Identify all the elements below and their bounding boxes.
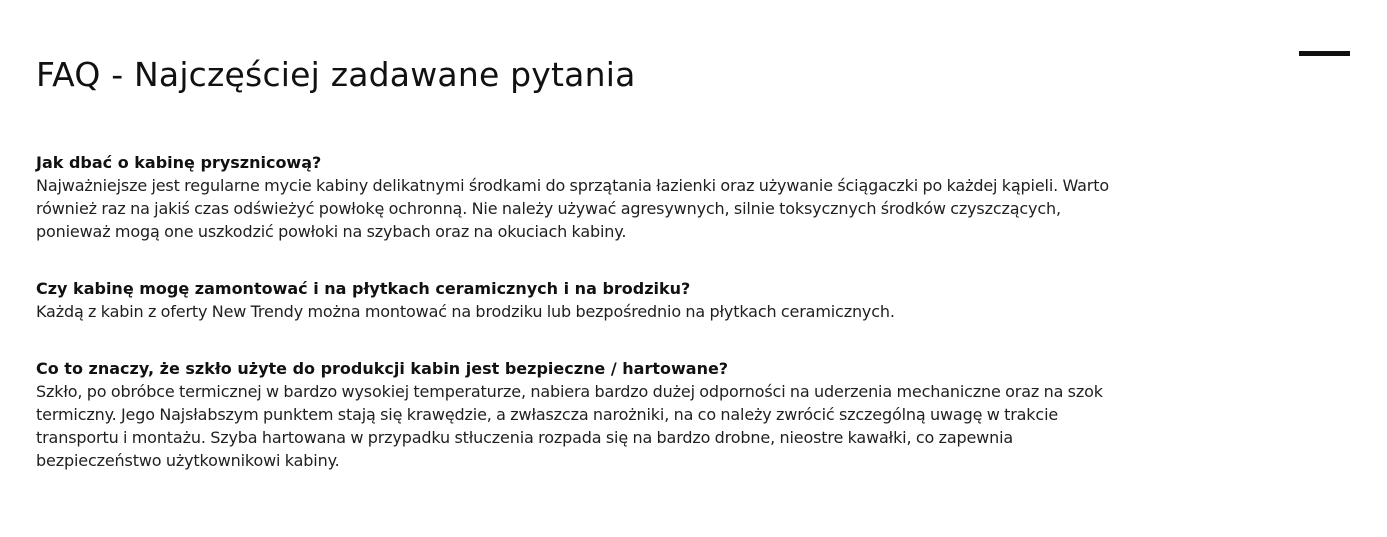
faq-answer-line: Najważniejsze jest regularne mycie kabiny delikatnymi środkami do sprzątania łazienki oraz używanie ściągaczki po każdej kąpieli. Warto (36, 176, 1109, 195)
faq-question: Co to znaczy, że szkło użyte do produkcji kabin jest bezpieczne / hartowane? (36, 359, 729, 378)
faq-answer-line: Szkło, po obróbce termicznej w bardzo wysokiej temperaturze, nabiera bardzo dużej odporności na uderzenia mechaniczne oraz na szok (36, 382, 1103, 401)
faq-answer-line: również raz na jakiś czas odświeżyć powłokę ochronną. Nie należy używać agresywnych, silnie toksycznych środków czyszczących, (36, 199, 1061, 218)
faq-answer-line: bezpieczeństwo użytkownikowi kabiny. (36, 451, 340, 470)
faq-item (36, 151, 1336, 243)
faq-answer (36, 174, 1336, 243)
faq-item (36, 357, 1336, 472)
faq-question: Czy kabinę mogę zamontować i na płytkach ceramicznych i na brodziku? (36, 279, 691, 298)
faq-list (36, 151, 1336, 472)
faq-answer (36, 380, 1336, 472)
faq-answer-line: Każdą z kabin z oferty New Trendy można montować na brodziku lub bezpośrednio na płytkach ceramicznych. (36, 302, 895, 321)
faq-answer-line: ponieważ mogą one uszkodzić powłoki na szybach oraz na okuciach kabiny. (36, 222, 627, 241)
faq-answer-line: termiczny. Jego Najsłabszym punktem stają się krawędzie, a zwłaszcza narożniki, na co należy zwrócić szczególną uwagę w trakcie (36, 405, 1059, 424)
faq-item (36, 277, 1336, 323)
faq-answer-line: transportu i montażu. Szyba hartowana w przypadku stłuczenia rozpada się na bardzo drobne, nieostre kawałki, co zapewnia (36, 428, 1014, 447)
faq-question: Jak dbać o kabinę prysznicową? (36, 153, 322, 172)
page-title: FAQ - Najczęściej zadawane pytania (36, 55, 636, 94)
faq-answer (36, 300, 1336, 323)
menu-toggle-icon[interactable] (1299, 51, 1350, 56)
